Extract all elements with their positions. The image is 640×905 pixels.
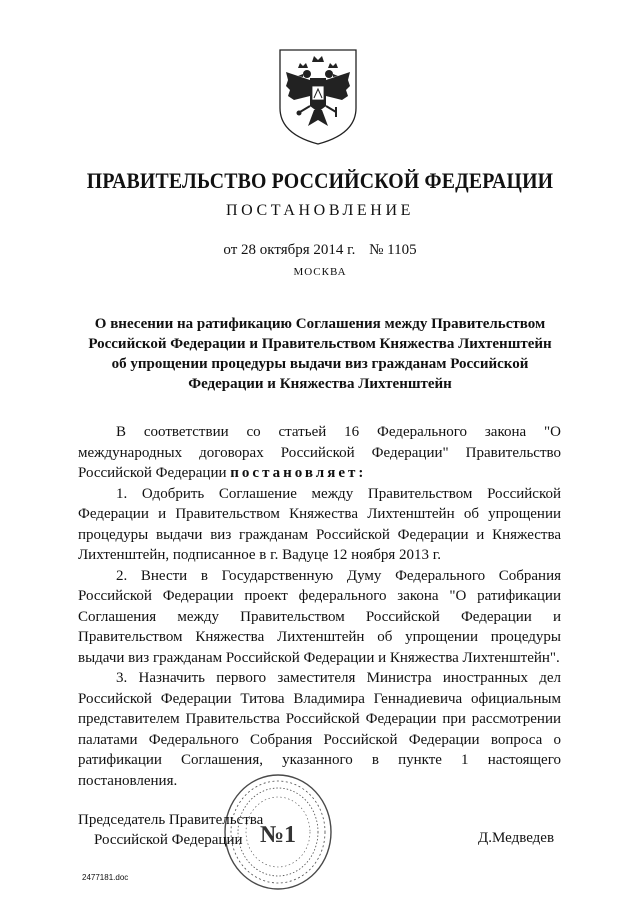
document-number: 1105 (387, 242, 417, 258)
signatory-title (78, 810, 263, 850)
item-paragraph-2: 2. Внести в Государственную Думу Федерального Собрания Российской Федерации проект федерального закона "О ратификации Соглашения между Правительством Российской Федерации и Правительством Княжества Лихтенштейн об упрощении процедуры выдачи виз гражданам Российской Федерации и Княжества Лихтенштейн". (78, 567, 561, 666)
document-subject: О внесении на ратификацию Соглашения между Правительством Российской Федерации и Правительством Княжества Лихтенштейн об упрощении процедуры выдачи виз гражданам Российской Федерации и Княжества Лихтенштейн (88, 316, 552, 392)
document-type: ПОСТАНОВЛЕНИЕ (226, 202, 414, 219)
government-title: ПРАВИТЕЛЬСТВО РОССИЙСКОЙ ФЕДЕРАЦИИ (86, 168, 554, 193)
preamble-paragraph (78, 422, 561, 484)
item-paragraph-1: 1. Одобрить Соглашение между Правительством Российской Федерации и Правительством Княжества Лихтенштейн об упрощении процедуры выдачи виз гражданам Российской Федерации и Княжества Лихтенштейн, подписанное в г. Вадуце 12 ноября 2013 г. (78, 485, 561, 563)
file-reference: 2477181.doc (82, 873, 129, 882)
signatory-name: Д.Медведев (478, 830, 555, 846)
seal-number: №1 (259, 822, 297, 848)
signatory-title-line-1: Председатель Правительства (78, 812, 264, 828)
decree-word: постановляет: (230, 465, 367, 481)
document-body (78, 422, 561, 791)
city: МОСКВА (293, 266, 347, 278)
document-date: от 28 октября 2014 г. (223, 242, 356, 258)
coat-of-arms-icon (274, 46, 362, 146)
signatory-title-line-2: Российской Федерации (94, 832, 243, 848)
preamble-text: В соответствии со статьей 16 Федерального закона "О международных договорах Российской Федерации" Правительство Российской Федерации (78, 424, 561, 481)
date-number-line (0, 242, 640, 259)
item-paragraph-3: 3. Назначить первого заместителя Министра иностранных дел Российской Федерации Титова Владимира Геннадиевича официальным представителем Правительства Российской Федерации при рассмотрении палатами Федерального Собрания Российской Федерации вопроса о ратификации Соглашения, указанного в пункте 1 настоящего постановления. (78, 670, 561, 789)
number-label: № (369, 242, 384, 258)
